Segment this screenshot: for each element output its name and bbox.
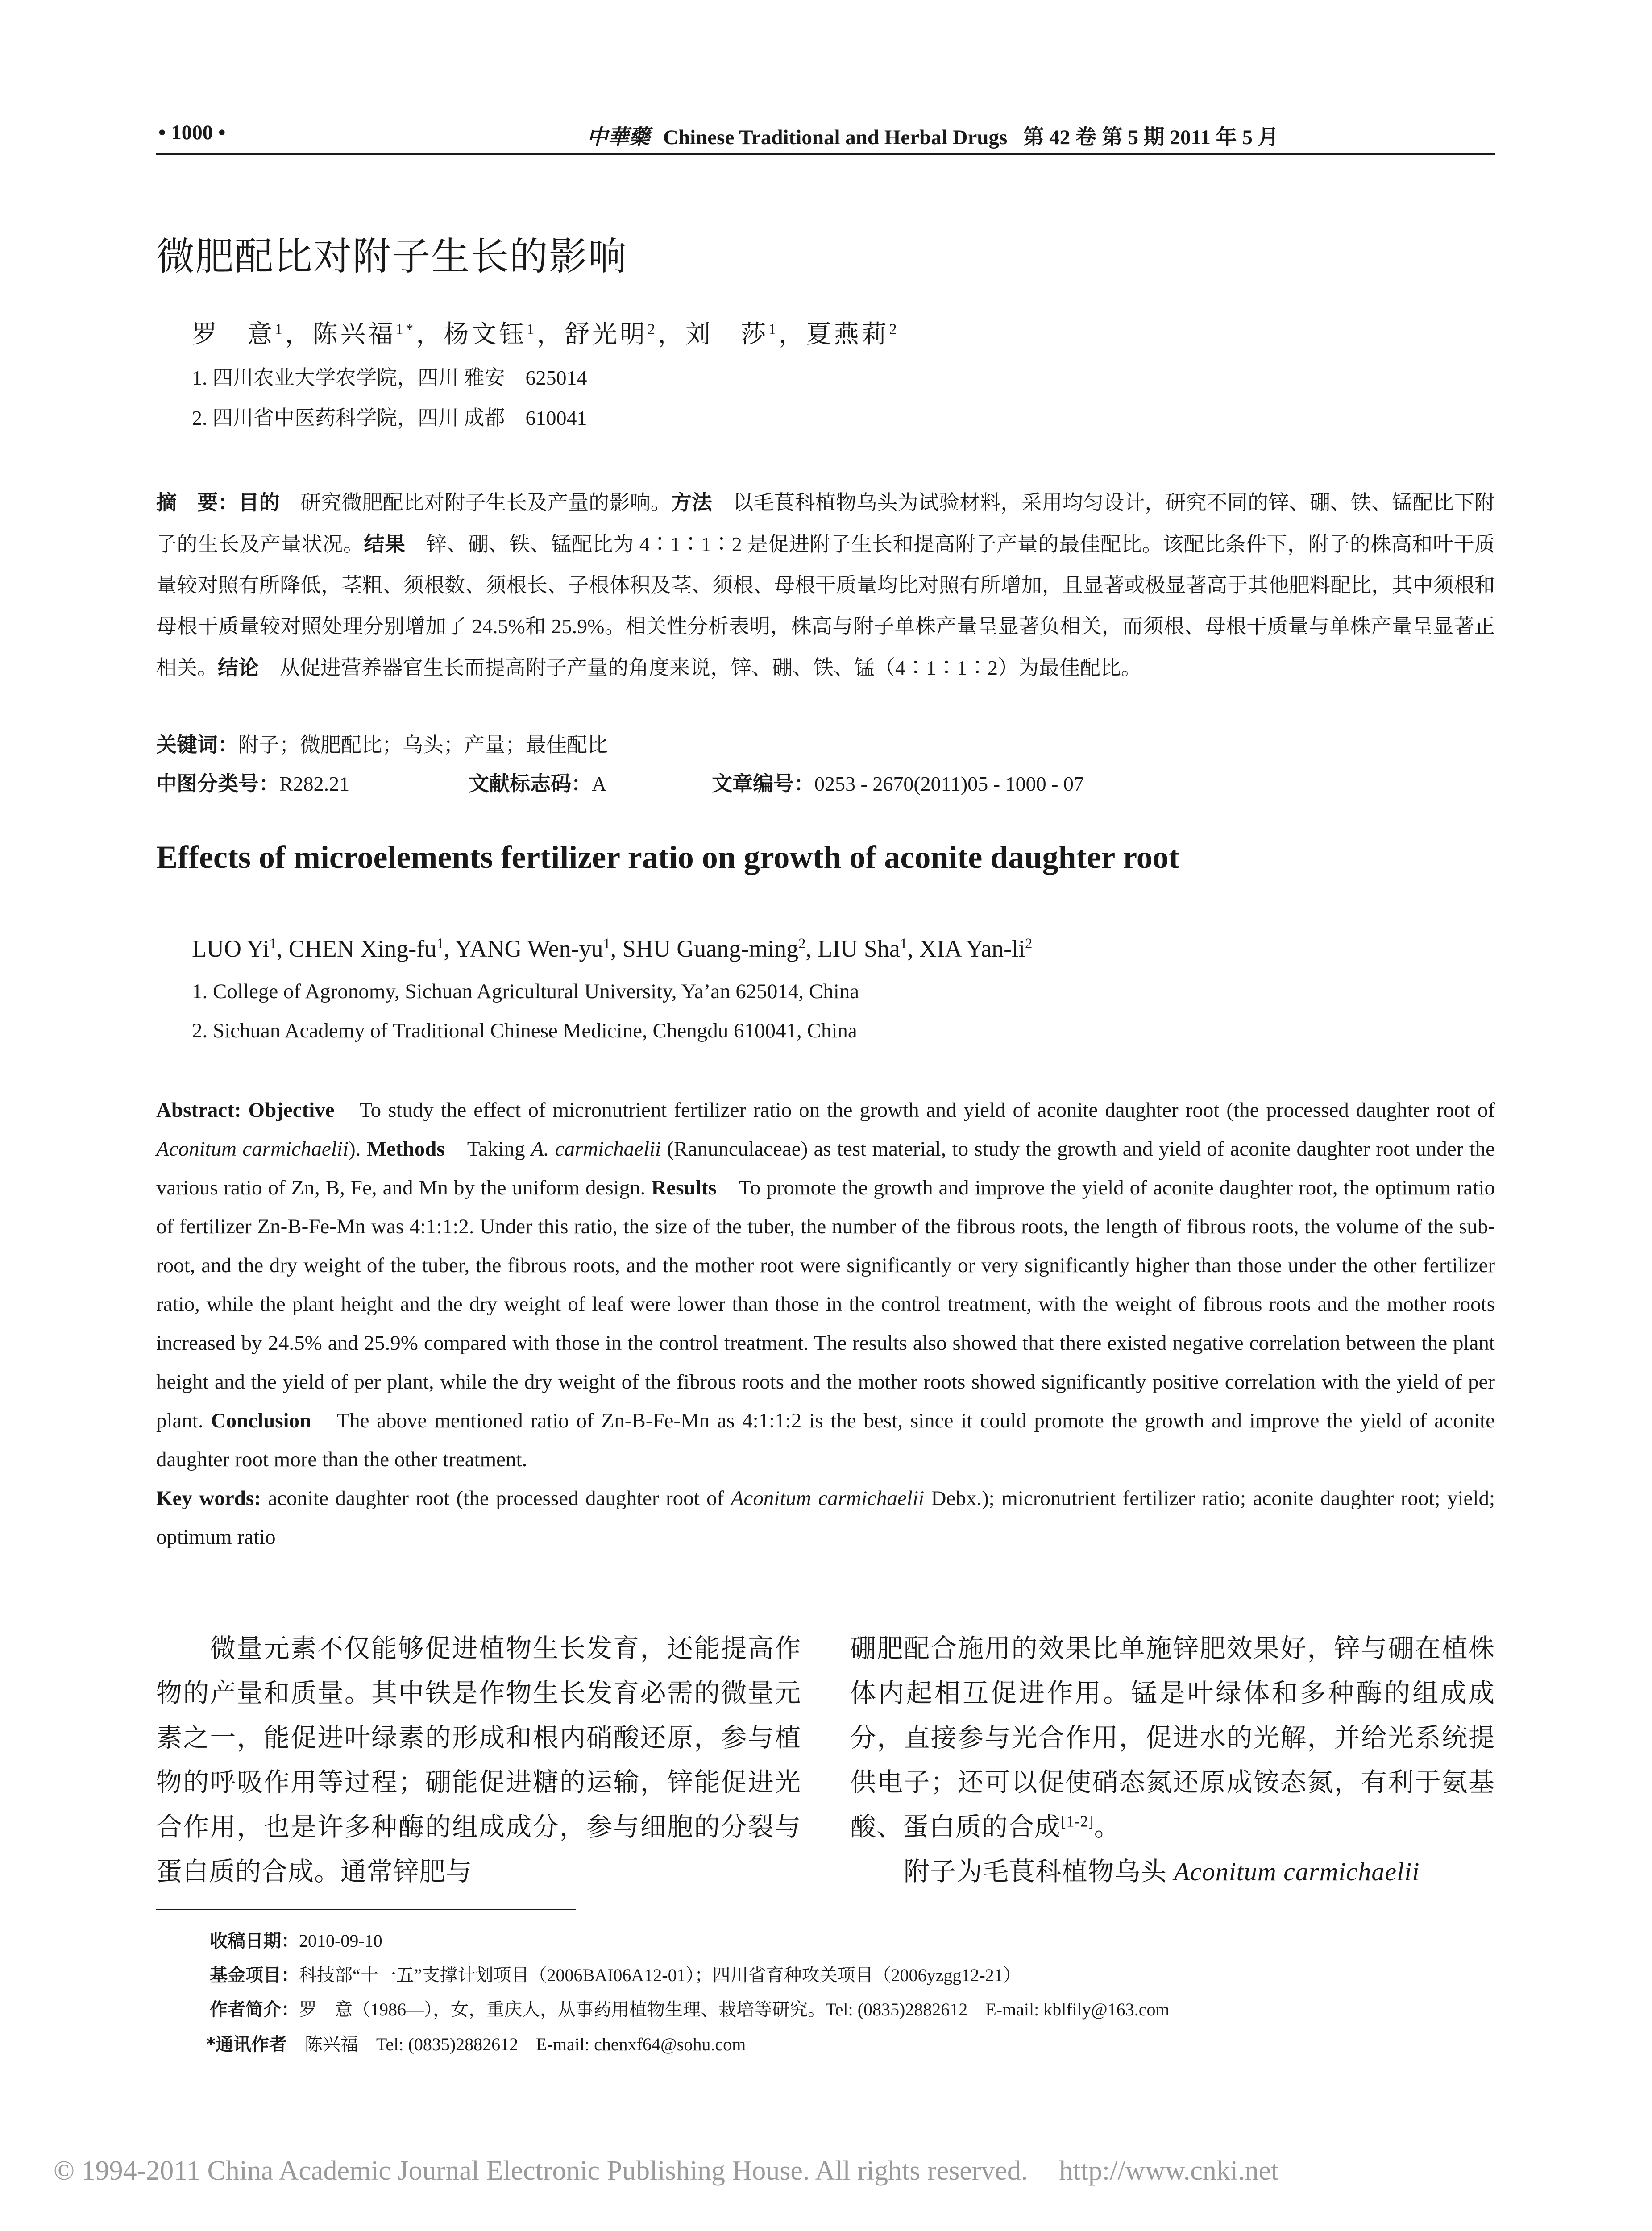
running-header: [158, 115, 1493, 151]
citation: [1-2]: [1061, 1812, 1094, 1830]
objective-label: Objective: [248, 1099, 335, 1122]
author-mark: 1: [275, 321, 285, 338]
footnote-text: 2010-09-10: [299, 1931, 382, 1951]
journal-logo: 中華藥: [587, 125, 650, 149]
results-label: Results: [651, 1176, 717, 1199]
methods-text: Taking: [444, 1137, 531, 1161]
body-text: 硼肥配合施用的效果比单施锌肥效果好，锌与硼在植株体内起相互促进作用。锰是叶绿体和多种酶的组成成分，直接参与光合作用，促进水的光解，并给光系统提供电子；还可以促使硝态氮还原成铵态氮，有利于氨基酸、蛋白质的合成: [850, 1634, 1495, 1841]
cn-abstract: [156, 482, 1495, 688]
cn-affiliation-1: 1. 四川农业大学农学院，四川 雅安 625014: [192, 366, 587, 389]
author-mark: 1: [603, 936, 610, 952]
author: 杨文钰: [444, 321, 527, 348]
body-paragraph: [850, 1849, 1495, 1894]
abstract-label: 摘 要：: [156, 490, 239, 514]
en-affiliation-1: 1. College of Agronomy, Sichuan Agricultural University, Ya’an 625014, China: [192, 980, 859, 1003]
footnote-received: [210, 1927, 382, 1952]
author-mark: 1: [527, 321, 537, 338]
conclusion-label: 结论: [218, 655, 259, 680]
article-number: [712, 767, 1084, 797]
author-mark: 2: [1025, 936, 1033, 952]
author: YANG Wen-yu: [455, 935, 603, 962]
author-mark: 2: [648, 321, 658, 338]
results-label: 结果: [364, 532, 406, 556]
methods-label: Methods: [366, 1137, 445, 1161]
cn-classification: [156, 767, 1495, 797]
species-name: Aconitum carmichaelii: [156, 1137, 349, 1161]
author: 夏燕莉: [806, 321, 889, 348]
en-abstract: [156, 1091, 1495, 1557]
volume-info: 第 42 卷 第 5 期 2011 年 5 月: [1023, 126, 1279, 149]
conclusion-text: 从促进营养器官生长而提高附子产量的角度来说，锌、硼、铁、锰（4∶1∶1∶2）为最佳配比。: [259, 656, 1141, 679]
objective-text-end: ).: [348, 1137, 367, 1161]
keywords-label: Key words:: [156, 1487, 268, 1510]
journal-title: Chinese Traditional and Herbal Drugs: [663, 126, 1008, 149]
cn-title: 微肥配比对附子生长的影响: [156, 234, 627, 279]
body-column-right: [850, 1626, 1495, 1894]
header-rule: [156, 153, 1495, 155]
results-text: 锌、硼、铁、锰配比为 4∶1∶1∶2 是促进附子生长和提高附子产量的最佳配比。该配比条件下，附子的株高和叶干质量较对照有所降低，茎粗、须根数、须根长、子根体积及茎、须根、母根干质量均比对照有所增加，且显著或极显著高于其他肥料配比，其中须根和母根干质量较对照处理分别增加了 24.5%和 25.9%。相关性分析表明，株高与附子单株产量呈显著负相关，而须根、母根干质量与单株产量呈显著正相关。: [156, 533, 1495, 679]
footnote-label: 基金项目：: [210, 1965, 299, 1986]
doc-code-label: 文献标志码：: [469, 771, 592, 796]
author-mark: 1: [768, 321, 779, 338]
author: CHEN Xing-fu: [288, 935, 437, 962]
author: 陈兴福: [312, 321, 396, 348]
page-number: • 1000 •: [158, 121, 226, 144]
methods-label: 方法: [671, 490, 713, 514]
en-affiliation-2: 2. Sichuan Academy of Traditional Chinese Medicine, Chengdu 610041, China: [192, 1019, 857, 1042]
footnote-text: 科技部“十一五”支撑计划项目（2006BAI06A12-01）；四川省育种攻关项目（2006yzgg12-21）: [299, 1965, 1021, 1985]
footnote-text: 罗 意（1986—），女，重庆人，从事药用植物生理、栽培等研究。Tel: (0835)2882612 E-mail: kblfily@163.com: [299, 1999, 1170, 2020]
article-no-value: 0253 - 2670(2011)05 - 1000 - 07: [814, 772, 1084, 795]
species-name: A. carmichaelii: [531, 1137, 661, 1161]
copyright-notice: [54, 2155, 1278, 2187]
keywords-text-end: Debx.); micronutrient fertilizer ratio; aconite daughter root; yield; optimum ratio: [156, 1487, 1495, 1549]
cnki-link[interactable]: http://www.cnki.net: [1059, 2156, 1279, 2186]
article-no-label: 文章编号：: [712, 771, 814, 796]
keywords-text: 附子；微肥配比；乌头；产量；最佳配比: [238, 734, 608, 756]
footnote-rule: [156, 1909, 576, 1910]
body-paragraph: 微量元素不仅能够促进植物生长发育，还能提高作物的产量和质量。其中铁是作物生长发育必需的微量元素之一，能促进叶绿素的形成和根内硝酸还原，参与植物的呼吸作用等过程；硼能促进糖的运输，锌能促进光合作用，也是许多种酶的组成成分，参与细胞的分裂与蛋白质的合成。通常锌肥与: [156, 1634, 801, 1886]
footnote-label: 作者简介：: [210, 1999, 299, 2020]
objective-text: 研究微肥配比对附子生长及产量的影响。: [279, 491, 671, 514]
doc-code: [469, 767, 606, 797]
species-name: Aconitum carmichaelii: [1174, 1857, 1420, 1886]
body-text-end: 。: [1094, 1812, 1121, 1841]
author: SHU Guang-ming: [622, 935, 799, 962]
copyright-text: © 1994-2011 China Academic Journal Electronic Publishing House. All rights reserved.: [54, 2156, 1028, 2186]
author: XIA Yan-li: [919, 935, 1025, 962]
author: LIU Sha: [818, 935, 900, 962]
author-mark: 2: [889, 321, 900, 338]
body-column-left: [156, 1626, 801, 1894]
author: 舒光明: [565, 321, 648, 348]
author-mark: 2: [798, 936, 806, 952]
journal-name: [587, 120, 1279, 150]
author-mark: 1: [900, 936, 908, 952]
cn-authors: 罗 意$^1$，陈兴福$^{1*}$，杨文钰$^1$，舒光明$^2$，刘 莎$^1$，夏燕莉$^2$: [192, 321, 900, 348]
methods-text-end: (Ranunculaceae) as test material, to study the growth and yield of aconite daughter root under the various ratio of Zn, B, Fe, and Mn by the uniform design.: [156, 1137, 1495, 1199]
species-name: Aconitum carmichaelii: [731, 1487, 925, 1510]
methods-text: 以毛茛科植物乌头为试验材料，采用均匀设计，研究不同的锌、硼、铁、锰配比下附子的生长及产量状况。: [156, 491, 1495, 556]
en-title: Effects of microelements fertilizer ratio on growth of aconite daughter root: [156, 839, 1179, 875]
cn-keywords: [156, 729, 608, 758]
author-mark: 1*: [395, 321, 416, 338]
author: 罗 意: [192, 321, 275, 348]
cn-affiliation-2: 2. 四川省中医药科学院，四川 成都 610041: [192, 406, 587, 429]
author: LUO Yi: [192, 935, 270, 962]
abstract-label: Abstract:: [156, 1099, 249, 1122]
body-text: 附子为毛茛科植物乌头: [904, 1857, 1174, 1886]
footnote-text: 陈兴福 Tel: (0835)2882612 E-mail: chenxf64@sohu.com: [286, 2034, 746, 2054]
author-mark: 1: [436, 936, 444, 952]
keywords-text: aconite daughter root (the processed daughter root of: [268, 1487, 731, 1510]
body-paragraph: [850, 1626, 1495, 1849]
en-authors: LUO Yi$^1$, CHEN Xing-$fu^1$, YANG Wen-$yu^1$, SHU Guang-ming$^2$, LIU Sha$^1$, XIA Yan-$li^2$: [192, 935, 1033, 962]
footnote-corresponding: [206, 2030, 746, 2056]
footnote-author: [210, 1995, 1170, 2021]
footnote-label: *通讯作者: [206, 2034, 287, 2055]
results-text: To promote the growth and improve the yield of aconite daughter root, the optimum ratio of fertilizer Zn-B-Fe-Mn was 4:1:1:2. Under this ratio, the size of the tuber, the number of the fibrous roots, the length of fibrous roots, the volume of the sub-root, and the dry weight of the tuber, the fibrous roots, and the mother root were significantly or very significantly higher than those under the other fertilizer ratio, while the plant height and the dry weight of leaf were lower than those in the control treatment, with the weight of fibrous roots and the mother roots increased by 24.5% and 25.9% compared with those in the control treatment. The results also showed that there existed negative correlation between the plant height and the yield of per plant, while the dry weight of the fibrous roots and the mother roots showed significantly positive correlation with the yield of per plant.: [156, 1176, 1495, 1432]
footnote-label: 收稿日期：: [210, 1931, 299, 1951]
author: 刘 莎: [685, 321, 768, 348]
conclusion-text: The above mentioned ratio of Zn-B-Fe-Mn as 4:1:1:2 is the best, since it could promote the growth and improve the yield of aconite daughter root more than the other treatment.: [156, 1409, 1495, 1471]
author-mark: 1: [269, 936, 277, 952]
footnote-funding: [210, 1961, 1021, 1986]
clc-label: 中图分类号：: [156, 771, 279, 796]
objective-text: To study the effect of micronutrient fertilizer ratio on the growth and yield of aconite daughter root (the processed daughter root of: [334, 1099, 1495, 1122]
clc-value: R282.21: [279, 772, 350, 795]
conclusion-label: Conclusion: [211, 1409, 311, 1432]
doc-code-value: A: [592, 772, 607, 795]
objective-label: 目的: [238, 490, 280, 514]
keywords-label: 关键词：: [156, 733, 238, 757]
